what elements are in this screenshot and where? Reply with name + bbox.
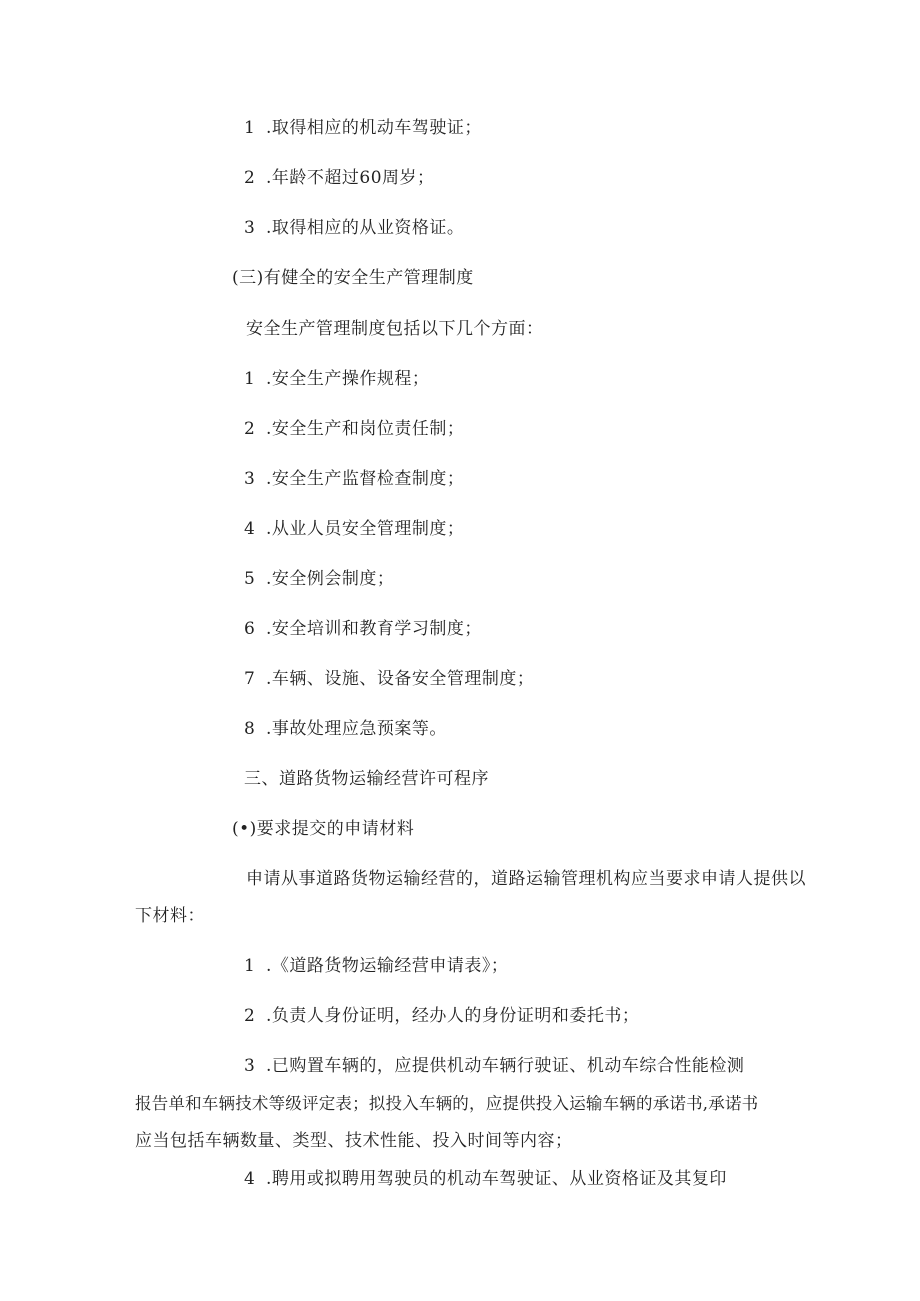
list-item: 1 .《道路货物运输经营申请表》；: [244, 956, 509, 976]
list-item: 1 .安全生产操作规程；: [244, 369, 430, 389]
list-item: 2 .年龄不超过60周岁；: [244, 168, 435, 188]
paragraph-line: 申请从事道路货物运输经营的，道路运输管理机构应当要求申请人提供以: [246, 869, 806, 889]
list-item: 5 .安全例会制度；: [244, 569, 395, 589]
section-intro: 安全生产管理制度包括以下几个方面：: [246, 319, 544, 339]
list-item: 3 .安全生产监督检查制度；: [244, 469, 465, 489]
sub-heading: (•)要求提交的申请材料: [232, 819, 415, 839]
chapter-heading: 三、道路货物运输经营许可程序: [244, 769, 489, 789]
list-item: 6 .安全培训和教育学习制度；: [244, 619, 482, 639]
section-heading: (三)有健全的安全生产管理制度: [232, 268, 474, 288]
list-item: 4 .从业人员安全管理制度；: [244, 519, 465, 539]
list-item: 8 .事故处理应急预案等。: [244, 719, 447, 739]
list-item: 1 .取得相应的机动车驾驶证；: [244, 118, 482, 138]
list-item: 3 .取得相应的从业资格证。: [244, 218, 465, 238]
list-item: 3 .已购置车辆的，应提供机动车辆行驶证、机动车综合性能检测: [244, 1056, 745, 1076]
paragraph-line: 下材料：: [135, 906, 205, 926]
paragraph-line: 报告单和车辆技术等级评定表；拟投入车辆的，应提供投入运输车辆的承诺书,承诺书: [135, 1094, 759, 1113]
list-item: 2 .安全生产和岗位责任制；: [244, 419, 465, 439]
list-item: 2 .负责人身份证明，经办人的身份证明和委托书；: [244, 1006, 640, 1026]
list-item: 7 .车辆、设施、设备安全管理制度；: [244, 669, 535, 689]
list-item: 4 .聘用或拟聘用驾驶员的机动车驾驶证、从业资格证及其复印: [244, 1169, 727, 1189]
paragraph-line: 应当包括车辆数量、类型、技术性能、投入时间等内容；: [135, 1131, 573, 1151]
